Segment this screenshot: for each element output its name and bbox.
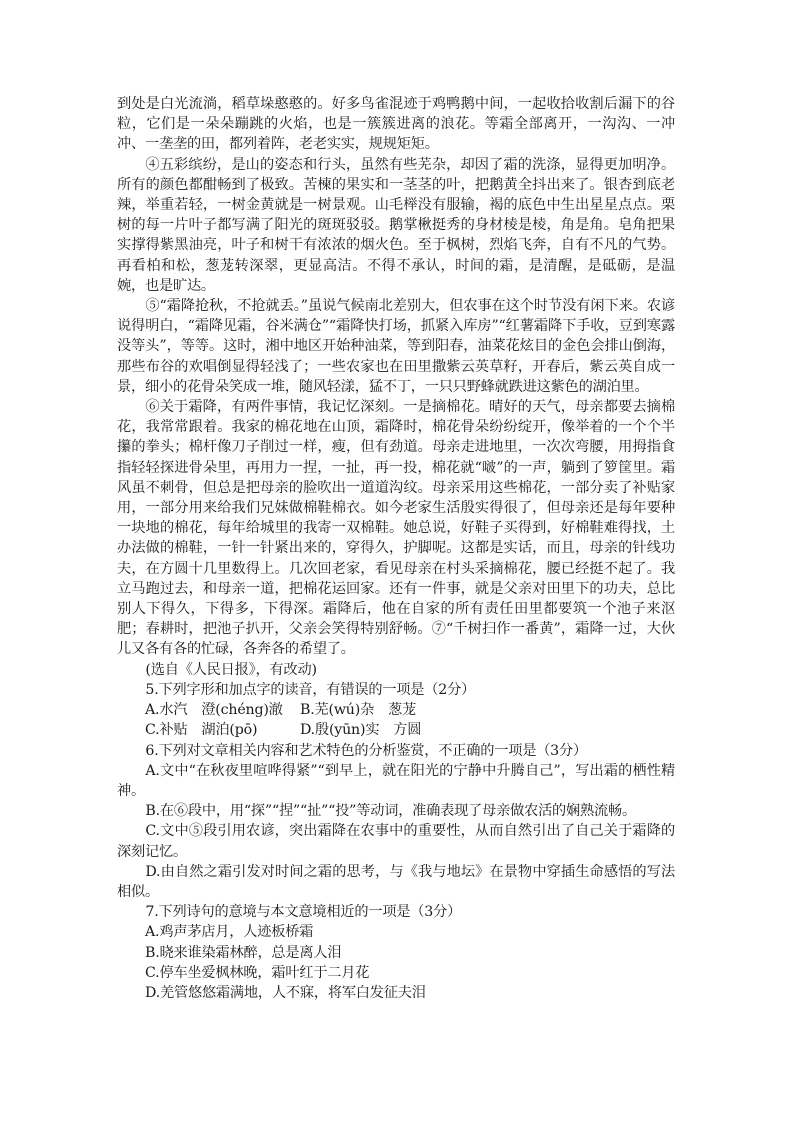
question-7-option-b: B.晓来谁染霜林醉，总是离人泪 — [145, 944, 342, 961]
document-page — [117, 94, 675, 1003]
question-6-option-c: C.文中⑤段引用农谚，突出霜降在农事中的重要性，从而自然引出了自己关于霜降的深刻记忆。 — [117, 823, 675, 860]
question-6-option-d: D.由自然之霜引发对时间之霜的思考，与《我与地坛》在景物中穿插生命感悟的写法相似。 — [117, 863, 675, 900]
question-5-option-c: C.补贴 湖泊(pō) — [145, 722, 258, 739]
question-5-options-row-1 — [117, 700, 675, 720]
question-6-option-a: A.文中“在秋夜里喧哗得紧”“到早上，就在阳光的宁静中升腾自己”，写出霜的栖性精神。 — [117, 762, 675, 799]
question-5-options-row-2 — [117, 720, 675, 740]
passage-paragraph-5: ⑤“霜降抢秋，不抢就丢。”虽说气候南北差别大，但农事在这个时节没有闲下来。农谚说得明白，“霜降见霜，谷米满仓”“霜降快打场，抓紧入库房”“红薯霜降下手收，豆到寒露没等头”，等等。这时，湘中地区开始种油菜，等到阳春，油菜花炫目的金色会排山倒海，那些布谷的欢唱倒显得轻浅了；一些农家也在田里撒紫云英草籽，开春后，紫云英自成一景，细小的花骨朵笑成一堆，随风轻漾，猛不丁，一只只野蜂就跌进这紫色的湖泊里。 — [117, 298, 675, 395]
question-6-stem: 6.下列对文章相关内容和艺术特色的分析鉴赏，不正确的一项是（3分） — [145, 742, 587, 759]
question-7-option-d: D.羌管悠悠霜满地，人不寐，将军白发征夫泪 — [145, 984, 426, 1001]
question-5-option-b: B.芜(wú)杂 葱茏 — [300, 702, 417, 719]
question-7-option-c: C.停车坐爱枫林晚，霜叶红于二月花 — [145, 964, 370, 981]
question-5-option-a: A.水汽 澄(chéng)澈 — [145, 702, 283, 719]
question-5-stem: 5.下列字形和加点字的读音，有错误的一项是（2分） — [145, 681, 476, 698]
question-5-option-d: D.殷(yūn)实 方圆 — [300, 722, 422, 739]
passage-paragraph-4: ④五彩缤纷，是山的姿态和行头，虽然有些芜杂，却因了霜的洗涤，显得更加明净。所有的颜色都酣畅到了极致。苦楝的果实和一茎茎的叶，把鹅黄全抖出来了。银杏到底老辣，举重若轻，一树金黄就是一树景观。山毛榉没有服输，褐的底色中生出星星点点。栗树的每一片叶子都写满了阳光的斑斑驳驳。鹅掌楸挺秀的身材棱是棱，角是角。皂角把果实撑得紫黑油亮，叶子和树干有浓浓的烟火色。至于枫树，烈焰飞奔，自有不凡的气势。再看柏和松，葱茏转深翠，更显高洁。不得不承认，时间的霜，是清醒，是砥砺，是温婉，也是旷达。 — [117, 156, 675, 294]
question-7-stem: 7.下列诗句的意境与本文意境相近的一项是（3分） — [145, 904, 462, 921]
question-7-option-a: A.鸡声茅店月，人迹板桥霜 — [145, 924, 314, 941]
question-6-option-b: B.在⑥段中，用“探”“捏”“扯”“投”等动词，准确表现了母亲做农活的娴熟流畅。 — [145, 803, 636, 820]
passage-paragraph-6: ⑥关于霜降，有两件事情，我记忆深刻。一是摘棉花。晴好的天气，母亲都要去摘棉花，我常常跟着。我家的棉花地在山顶，霜降时，棉花骨朵纷纷绽开，像举着的一个个半攥的拳头；棉杆像刀子削过一样，瘦，但有劲道。母亲走进地里，一次次弯腰，用拇指食指轻轻探进骨朵里，再用力一捏，一扯，再一投，棉花就“啵”的一声，躺到了箩筐里。霜风虽不刺骨，但总是把母亲的脸吹出一道道沟纹。母亲采用这些棉花，一部分卖了补贴家用，一部分用来给我们兄妹做棉鞋棉衣。如今老家生活殷实得很了，但母亲还是每年要种一块地的棉花，每年给城里的我寄一双棉鞋。她总说，好鞋子买得到，好棉鞋难得找，土办法做的棉鞋，一针一针紧出来的，穿得久，护脚呢。这都是实话，而且，母亲的针线功夫，在方圆十几里数得上。几次回老家，看见母亲在村头采摘棉花，腰已经挺不起了。我立马跑过去，和母亲一道，把棉花运回家。还有一件事，就是父亲对田里下的功夫，总比别人下得久，下得多，下得深。霜降后，他在自家的所有责任田里都要筑一个池子来沤肥；春耕时，把池子扒开，父亲会笑得特别舒畅。⑦“千树扫作一番黄”，霜降一过，大伙儿又各有各的忙碌，各奔各的希望了。 — [117, 399, 675, 658]
passage-source: (选自《人民日报》，有改动) — [145, 661, 317, 678]
passage-paragraph-3-continued: 到处是白光流淌，稻草垛憨憨的。好多鸟雀混迹于鸡鸭鹅中间，一起收拾收割后漏下的谷粒，它们是一朵朵蹦跳的火焰，也是一簇簇进离的浪花。等霜全部离开，一沟沟、一冲冲、一垄垄的田，都列着阵，老老实实，规规矩矩。 — [117, 96, 675, 153]
